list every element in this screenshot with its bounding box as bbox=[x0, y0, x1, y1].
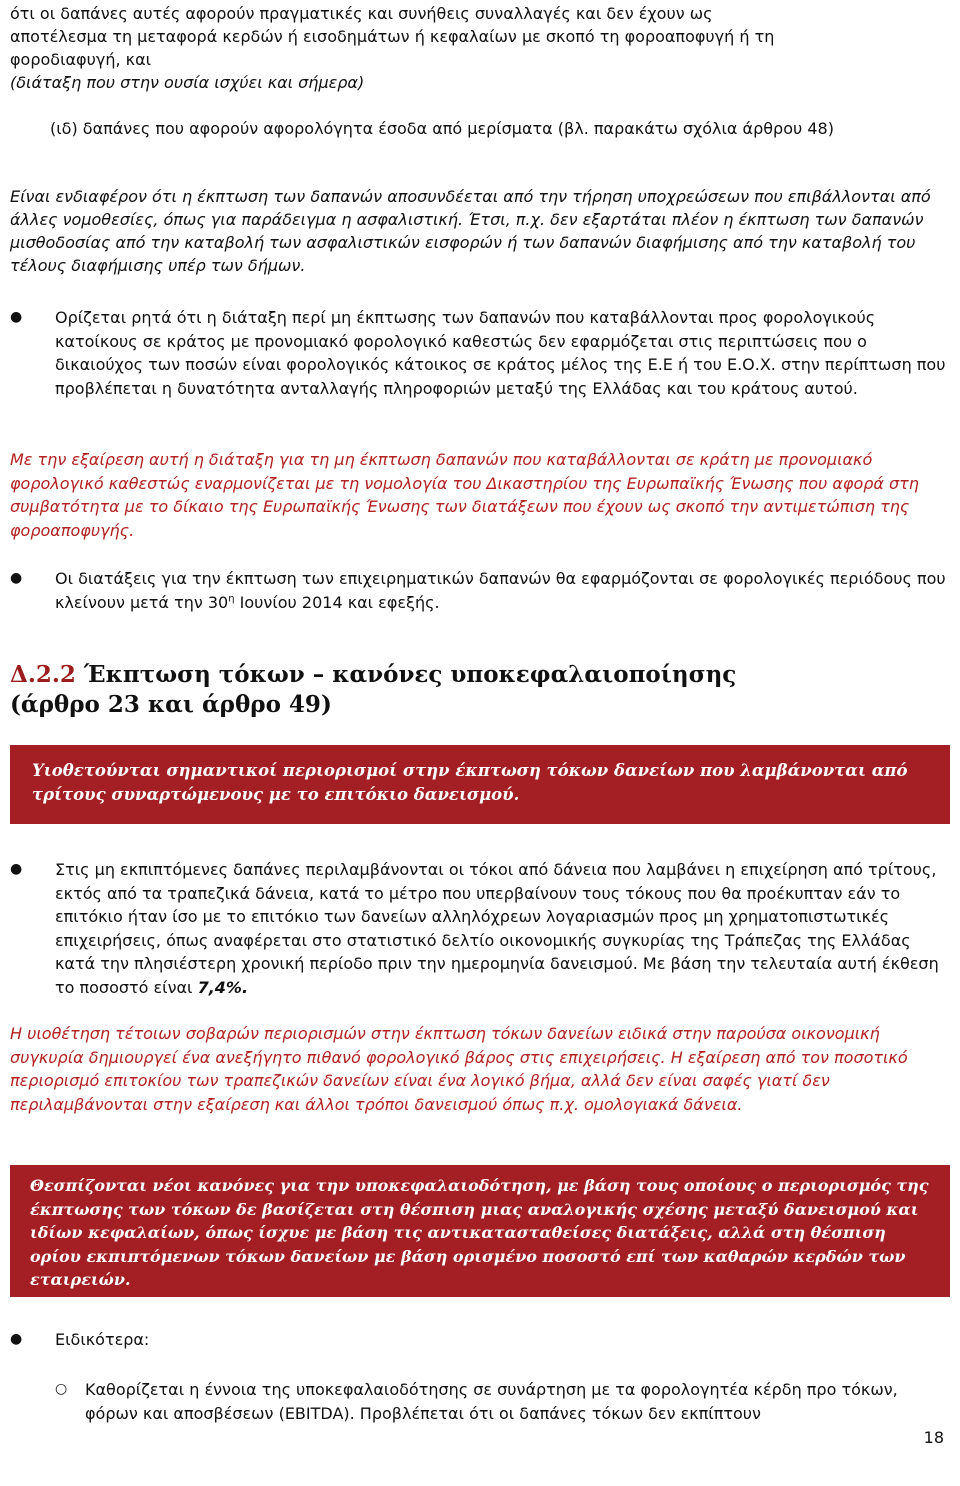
bullet-icon: ● bbox=[10, 861, 23, 877]
highlight-box-1-text: Υιοθετούνται σημαντικοί περιορισμοί στην έκπτωση τόκων δανείων που λαμβάνονται από τρίτους συναρτώμενους με το επιτόκιο δανεισμού. bbox=[32, 761, 908, 804]
bullet-icon: ● bbox=[10, 309, 23, 325]
bullet-paragraph-4: Ειδικότερα: bbox=[55, 1330, 150, 1349]
intro-note: (διάταξη που στην ουσία ισχύει και σήμερα) bbox=[10, 73, 365, 92]
section-title: Έκπτωση τόκων – κανόνες υποκεφαλαιοποίησης bbox=[83, 661, 737, 688]
section-subtitle: (άρθρο 23 και άρθρο 49) bbox=[10, 691, 332, 718]
superscript: η bbox=[228, 593, 235, 605]
comment-paragraph-2: Με την εξαίρεση αυτή η διάταξη για τη μη έκπτωση δαπανών που καταβάλλονται σε κράτη με προνομιακό φορολογικό καθεστώς εναρμονίζεται με τη νομολογία του Δικαστηρίου της Ευρωπαϊκής Ένωσης που αφορά στη συμβατότητα με το δίκαιο της Ευρωπαϊκής Ένωσης των διατάξεων που έχουν ως σκοπό την αντιμετώπιση της φοροαποφυγής. bbox=[10, 450, 919, 540]
bullet-paragraph-3 bbox=[55, 858, 950, 999]
interest-rate: 7,4%. bbox=[197, 977, 249, 997]
bullet-paragraph-1: Ορίζεται ρητά ότι η διάταξη περί μη έκπτωσης των δαπανών που καταβάλλονται προς φορολογικούς κατοίκους σε κράτος με προνομιακό φορολογικό καθεστώς δεν εφαρμόζεται στις περιπτώσεις που ο δικαιούχος των ποσών είναι φορολογικός κάτοικος σε κράτος μέλος της Ε.Ε ή του Ε.Ο.Χ. στην περίπτωση που προβλέπεται η δυνατότητα ανταλλαγής πληροφοριών μεταξύ της Ελλάδας και του κράτους αυτού. bbox=[55, 308, 946, 398]
page-number: 18 bbox=[923, 1428, 944, 1447]
comment-paragraph-3: Η υιοθέτηση τέτοιων σοβαρών περιορισμών στην έκπτωση τόκων δανείων ειδικά στην παρούσα οικονομική συγκυρία δημιουργεί ένα ανεξήγητο πιθανό φορολογικό βάρος στις επιχειρήσεις. Η εξαίρεση από τον ποσοτικό περιορισμό επιτοκίου των τραπεζικών δανείων είναι ένα λογικό βήμα, αλλά δεν είναι σαφές γιατί δεν περιλαμβάνονται στην εξαίρεση και άλλοι τρόποι δανεισμού όπως π.χ. ομολογιακά δάνεια. bbox=[10, 1024, 908, 1114]
highlight-box-2 bbox=[10, 1165, 950, 1297]
intro-line-1: ότι οι δαπάνες αυτές αφορούν πραγματικές και συνήθεις συναλλαγές και δεν έχουν ως bbox=[10, 4, 713, 23]
sub-bullet-paragraph: Καθορίζεται η έννοια της υποκεφαλαιοδότησης σε συνάρτηση με τα φορολογητέα κέρδη προ τόκων, φόρων και αποσβέσεων (EBITDA). Προβλέπεται ότι οι δαπάνες τόκων δεν εκπίπτουν bbox=[85, 1380, 898, 1423]
highlight-box-1 bbox=[10, 745, 950, 824]
bullet-icon: ● bbox=[10, 1331, 23, 1347]
bullet-2-text-end: Ιουνίου 2014 και εφεξής. bbox=[234, 592, 440, 612]
highlight-box-2-text: Θεσπίζονται νέοι κανόνες για την υποκεφαλαιοδότηση, με βάση τους οποίους ο περιορισμός της έκπτωσης των τόκων δε βασίζεται στη θέσπιση μιας αναλογικής σχέσης μεταξύ δανεισμού και ιδίων κεφαλαίων, όπως ίσχυε με βάση τις αντικατασταθείσες διατάξεις, αλλά στη θέσπιση ορίου εκπιπτόμενων τόκων δανείων με βάση ορισμένο ποσοστό επί των καθαρών κερδών των εταιρειών. bbox=[30, 1176, 929, 1289]
bullet-paragraph-2 bbox=[55, 567, 950, 614]
bullet-3-text: Στις μη εκπιπτόμενες δαπάνες περιλαμβάνονται οι τόκοι από δάνεια που λαμβάνει η επιχείρηση από τρίτους, εκτός από τα τραπεζικά δάνεια, κατά το μέτρο που υπερβαίνουν τους τόκους που θα προέκυπταν εάν το επιτόκιο ήταν ίσο με το επιτόκιο των δανείων αλληλόχρεων λογαριασμών προς μη χρηματοπιστωτικές επιχειρήσεις, όπως αναφέρεται στο στατιστικό δελτίο οικονομικής συγκυρίας της Τράπεζας της Ελλάδας κατά την πλησιέστερη χρονική περίοδο πριν την ημερομηνία δανεισμού. Με βάση την τελευταία αυτή έκθεση το ποσοστό είναι bbox=[55, 860, 939, 997]
intro-line-2: αποτέλεσμα τη μεταφορά κερδών ή εισοδημάτων ή κεφαλαίων με σκοπό τη φοροαποφυγή ή τη bbox=[10, 27, 775, 46]
intro-line-3: φοροδιαφυγή, και bbox=[10, 50, 152, 69]
section-number: Δ.2.2 bbox=[10, 661, 76, 688]
sub-bullet-icon: ○ bbox=[55, 1381, 68, 1397]
bullet-2-text: Οι διατάξεις για την έκπτωση των επιχειρηματικών δαπανών θα εφαρμόζονται σε φορολογικές περιόδους που κλείνουν μετά την 30 bbox=[55, 569, 946, 612]
comment-paragraph-1: Είναι ενδιαφέρον ότι η έκπτωση των δαπανών αποσυνδέεται από την τήρηση υποχρεώσεων που επιβάλλονται από άλλες νομοθεσίες, όπως για παράδειγμα η ασφαλιστική. Έτσι, π.χ. δεν εξαρτάται πλέον η έκπτωση των δαπανών μισθοδοσίας από την καταβολή των ασφαλιστικών εισφορών ή των δαπανών διαφήμισης από την καταβολή του τέλους διαφήμισης υπέρ των δήμων. bbox=[10, 187, 931, 275]
section-heading bbox=[10, 660, 950, 720]
item-id-paragraph: (ιδ) δαπάνες που αφορούν αφορολόγητα έσοδα από μερίσματα (βλ. παρακάτω σχόλια άρθρου 48) bbox=[50, 119, 834, 138]
bullet-icon: ● bbox=[10, 570, 23, 586]
